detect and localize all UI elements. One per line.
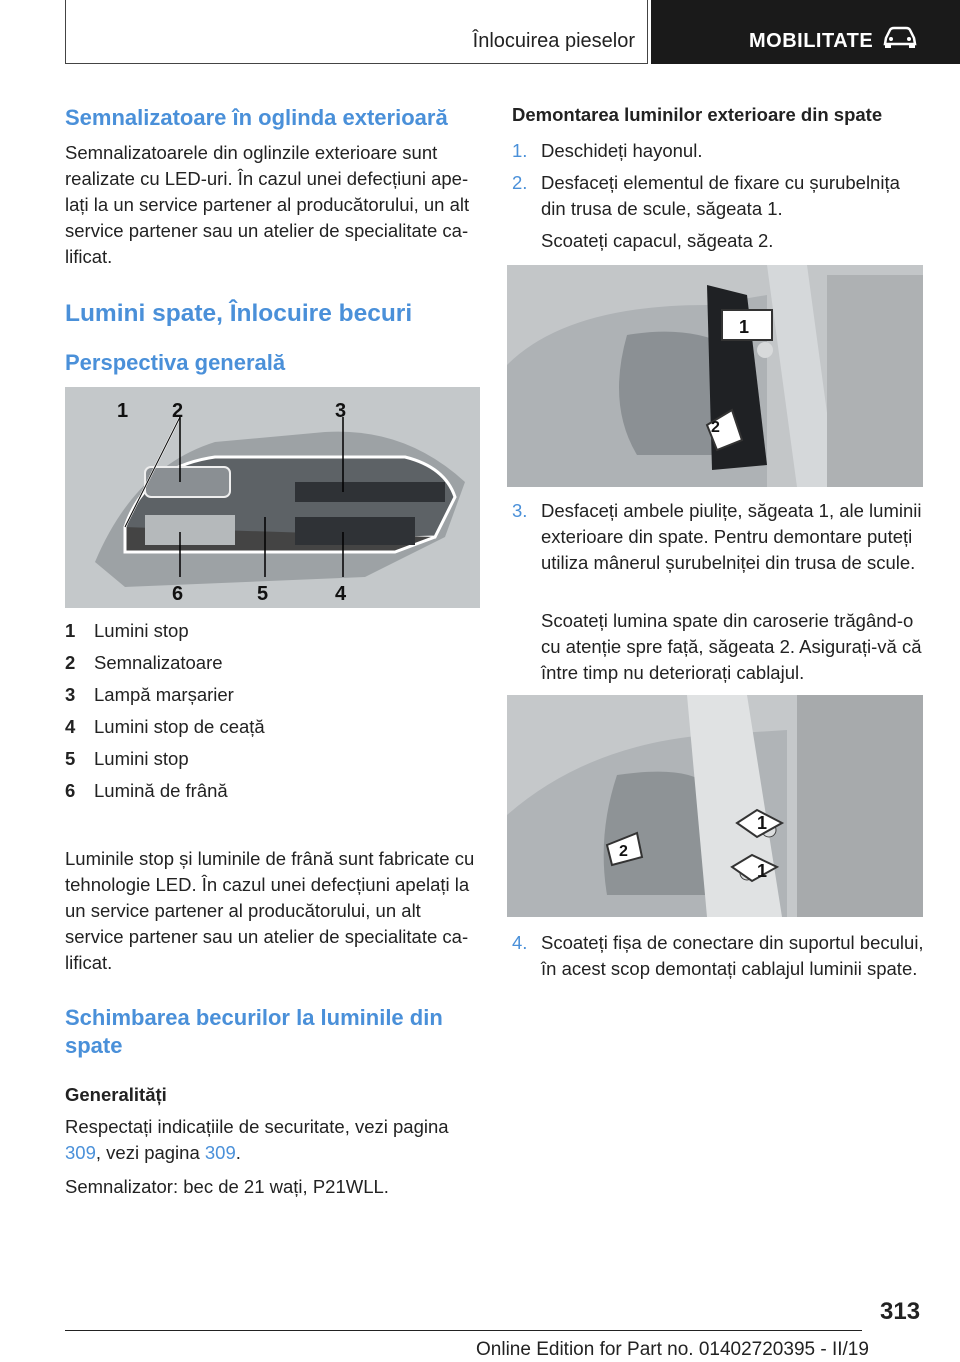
paragraph-bulb-spec: Semnalizator: bec de 21 wați, P21WLL. bbox=[65, 1176, 389, 1197]
step-text: Desfaceți ambele piulițe, săgeata 1, ale luminii exterioare din spate. Pentru demontare puteți utiliza mânerul șurubelniței din trusa de scule. bbox=[541, 500, 922, 573]
step-number: 4. bbox=[512, 932, 528, 953]
step-text: Scoateți fișa de conectare din suportul becului, în acest scop demontați cablajul luminii spate. bbox=[541, 932, 924, 979]
figure-remove-nuts bbox=[507, 695, 923, 917]
safety-text: Respectați indicațiile de securitate, vezi pagina bbox=[65, 1116, 449, 1137]
header-section-tab bbox=[65, 0, 648, 64]
heading-general: Generalități bbox=[65, 1084, 167, 1105]
figure3-label-1b: 1 bbox=[757, 861, 768, 881]
legend-text: Lampă marșarier bbox=[94, 684, 234, 705]
footer-divider bbox=[65, 1330, 862, 1331]
header-chapter-tab bbox=[651, 0, 960, 64]
heading-rear-lights: Lumini spate, Înlocuire becuri bbox=[65, 300, 413, 327]
safety-text: . bbox=[235, 1142, 241, 1163]
page-link-309[interactable]: 309 bbox=[65, 1142, 96, 1163]
step-subtext: Scoateți capacul, săgeata 2. bbox=[541, 230, 774, 251]
figure1-label-3: 3 bbox=[335, 400, 347, 422]
legend-text: Lumini stop bbox=[94, 620, 189, 641]
figure3-label-1a: 1 bbox=[757, 813, 768, 833]
legend-number: 3 bbox=[65, 684, 76, 705]
legend-text: Semnalizatoare bbox=[94, 652, 223, 673]
figure1-label-1: 1 bbox=[117, 400, 129, 422]
left-column-lower bbox=[65, 846, 480, 1200]
figure-remove-cover bbox=[507, 265, 923, 487]
heading-mirror-indicators: Semnalizatoare în oglinda exterioară bbox=[65, 105, 448, 130]
step-text: Desfaceți elementul de fixare cu șurubelnița din trusa de scule, săgeata 1. bbox=[541, 172, 900, 219]
figure1-label-6: 6 bbox=[172, 583, 184, 605]
paragraph-mirror-indicators: Semnalizatoarele din oglinzile exterioare sunt realizate cu LED-uri. În cazul unei defecțiuni apelați la un service partener al producătorului, un alt service partener sau un atelier de specialitate calificat. bbox=[65, 142, 470, 267]
paragraph-led: Luminile stop și luminile de frână sunt fabricate cu tehnologie LED. În cazul unei defecțiuni apelați la un service partener al producătorului, un alt service partener sau un atelier de specialitate calificat. bbox=[65, 848, 475, 973]
figure3-label-2: 2 bbox=[619, 843, 628, 860]
legend-number: 6 bbox=[65, 780, 76, 801]
legend-number: 1 bbox=[65, 620, 76, 641]
page-number: 313 bbox=[880, 1298, 921, 1325]
figure2-label-1: 1 bbox=[739, 317, 750, 337]
legend-number: 5 bbox=[65, 748, 76, 769]
figure1-label-2: 2 bbox=[172, 400, 184, 422]
legend-text: Lumină de frână bbox=[94, 780, 228, 801]
figure1-label-5: 5 bbox=[257, 583, 269, 605]
legend-text: Lumini stop bbox=[94, 748, 189, 769]
right-column bbox=[512, 104, 924, 1104]
header-chapter-title: MOBILITATE bbox=[749, 30, 874, 52]
heading-change-bulbs: Schimbarea becurilor la luminile din spate bbox=[65, 1005, 443, 1058]
heading-removal: Demontarea luminilor exterioare din spate bbox=[512, 104, 883, 125]
step-number: 1. bbox=[512, 140, 528, 161]
legend-list bbox=[65, 620, 480, 810]
footer-edition: Online Edition for Part no. 01402720395 - II/19 bbox=[476, 1339, 869, 1360]
figure-rear-light-overview bbox=[65, 387, 480, 608]
figure2-label-2: 2 bbox=[711, 419, 720, 436]
car-icon bbox=[883, 26, 917, 48]
step-number: 3. bbox=[512, 500, 528, 521]
paragraph-safety bbox=[65, 1114, 480, 1166]
left-column bbox=[65, 104, 480, 377]
page-link-309[interactable]: 309 bbox=[204, 1142, 236, 1163]
safety-text: , vezi pagina bbox=[95, 1142, 205, 1163]
legend-number: 4 bbox=[65, 716, 76, 737]
figure1-label-4: 4 bbox=[335, 583, 347, 605]
legend-number: 2 bbox=[65, 652, 76, 673]
legend-text: Lumini stop de ceață bbox=[94, 716, 265, 737]
step-text: Deschideți hayonul. bbox=[541, 140, 703, 161]
step-number: 2. bbox=[512, 172, 528, 193]
step-subtext: Scoateți lumina spate din caroserie trăgând-o cu atenție spre față, săgeata 2. Asigurați-vă că între timp nu deteriorați cablajul. bbox=[541, 610, 922, 683]
header-section-title: Înlocuirea pieselor bbox=[472, 30, 635, 52]
heading-overview: Perspectiva generală bbox=[65, 350, 286, 375]
